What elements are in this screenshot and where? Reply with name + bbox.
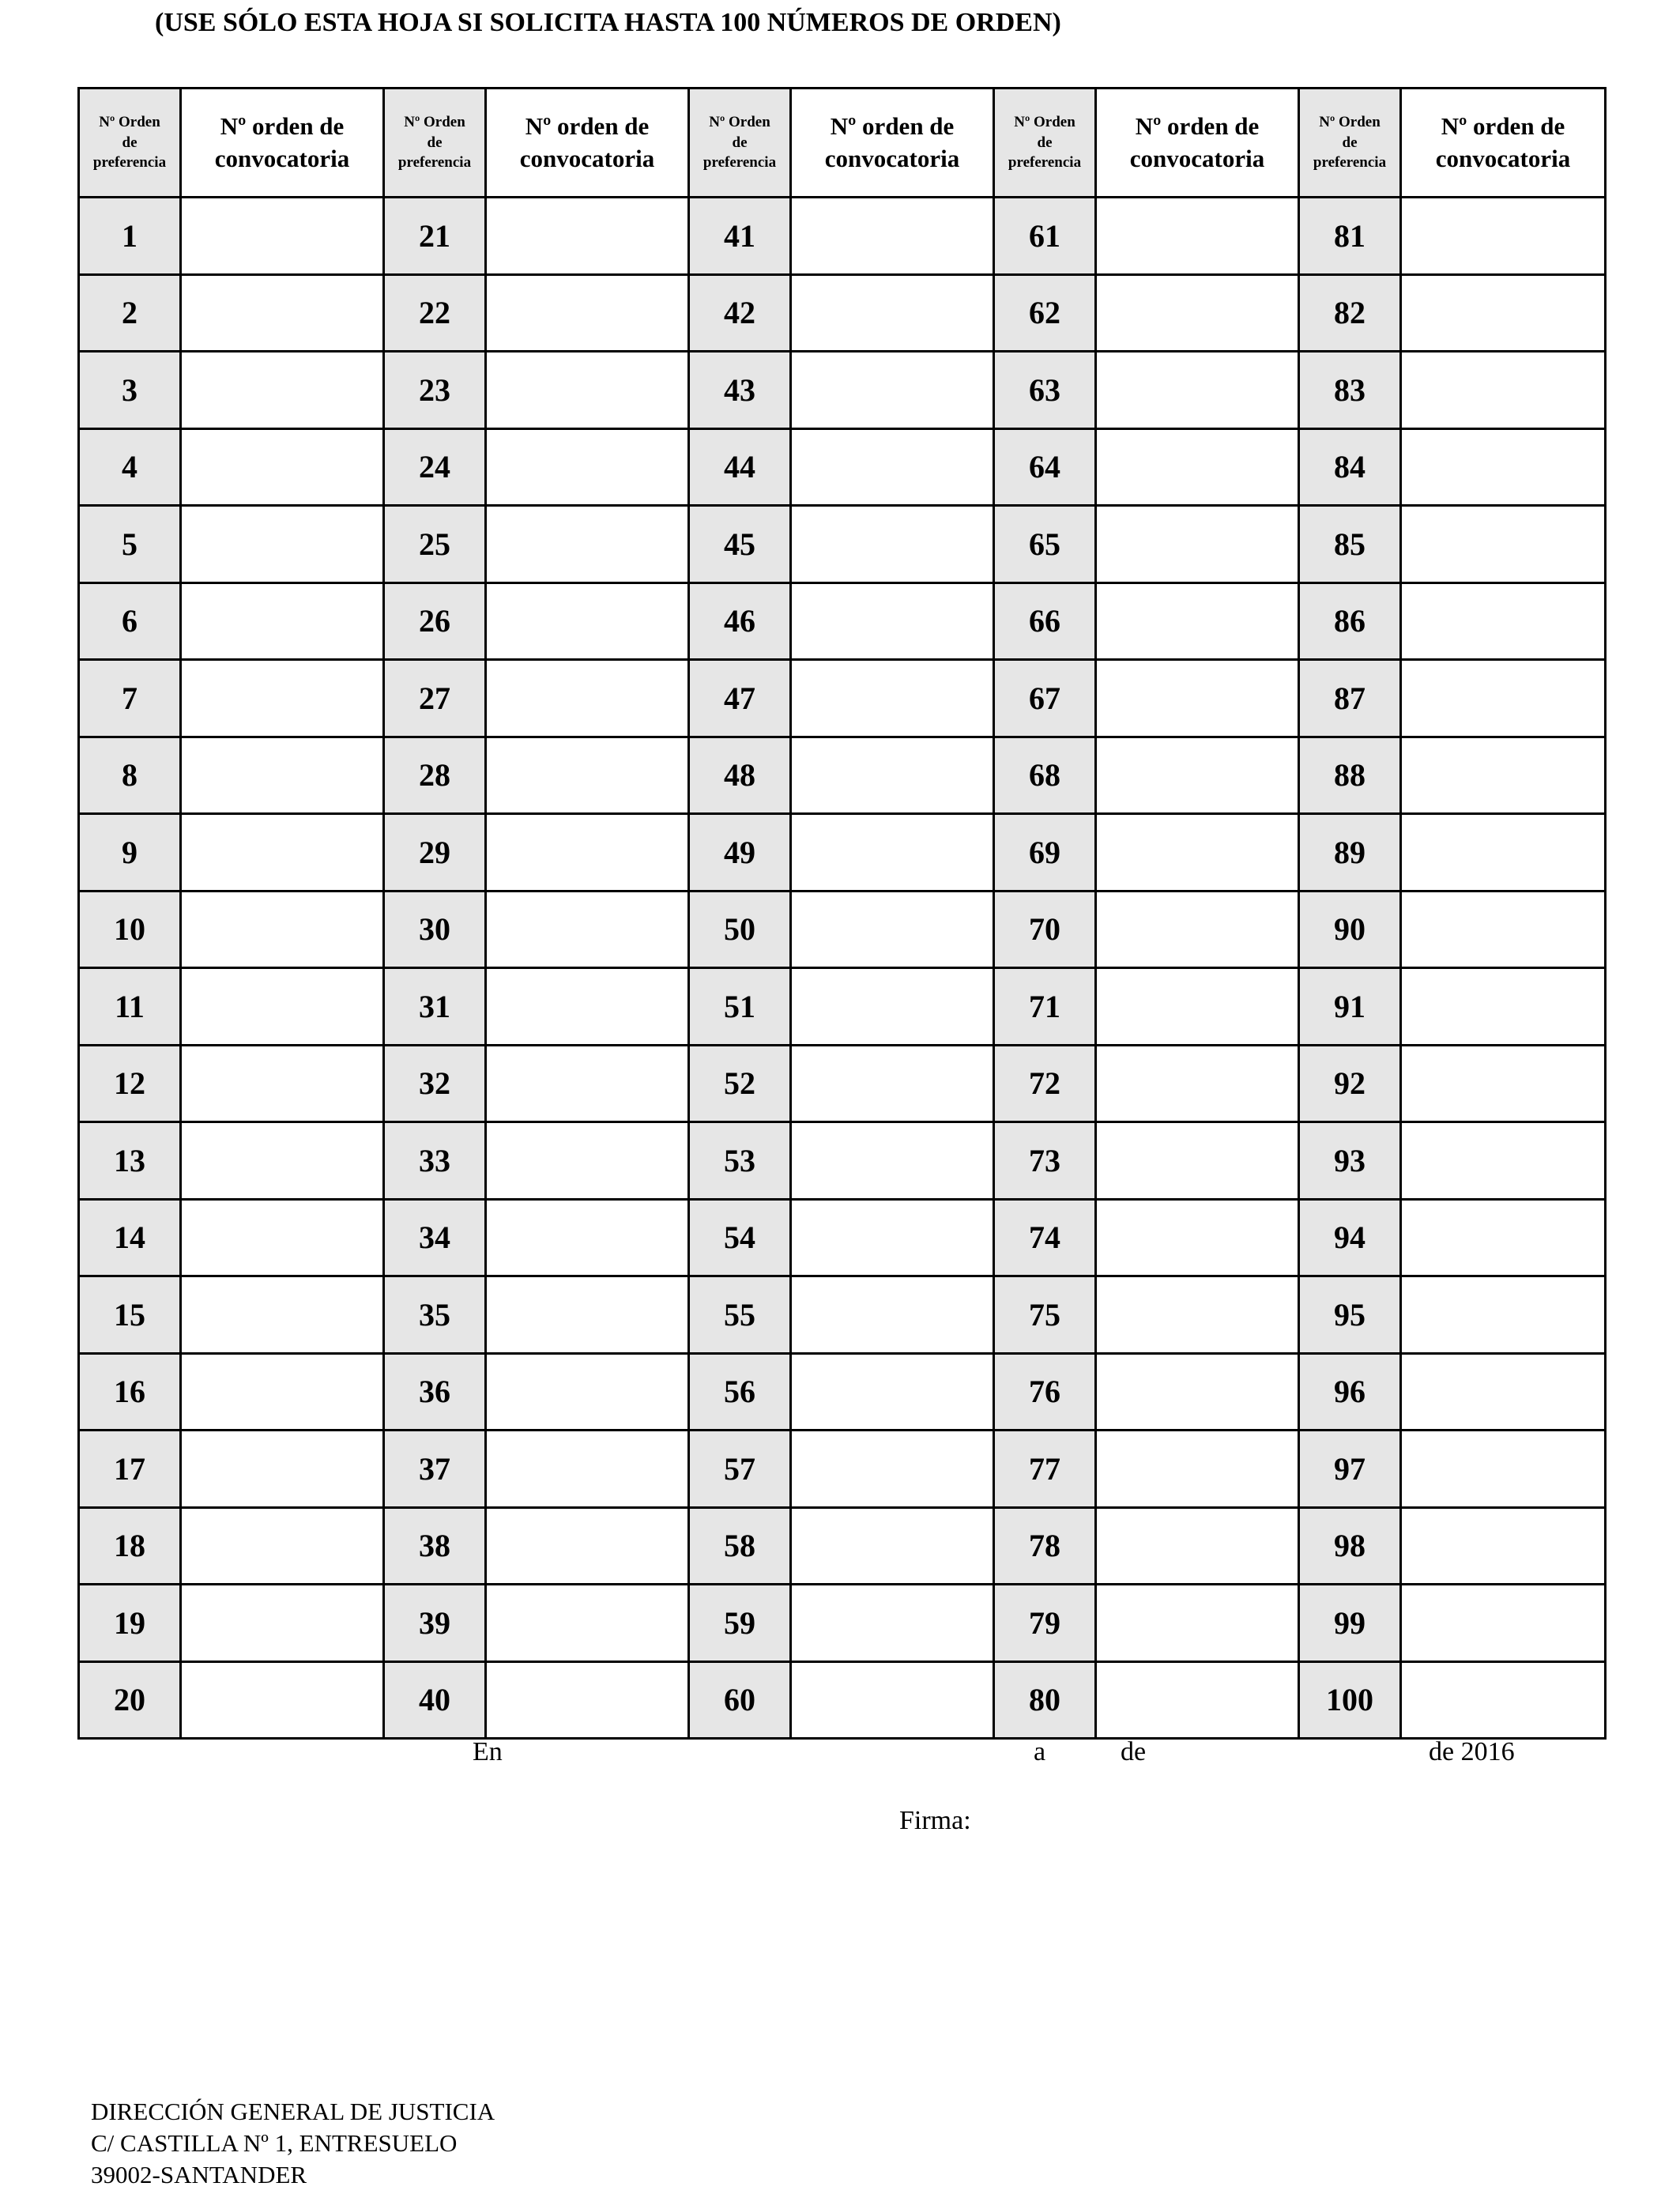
preference-number: 24: [384, 428, 486, 506]
preference-number: 59: [689, 1585, 791, 1662]
preference-number: 79: [994, 1585, 1096, 1662]
call-order-field[interactable]: [1401, 968, 1606, 1046]
header-text: de: [732, 134, 748, 151]
call-order-field[interactable]: [486, 274, 689, 352]
preference-number: 34: [384, 1199, 486, 1276]
call-order-field[interactable]: [791, 582, 994, 660]
header-call-order: [791, 89, 994, 198]
preference-number: 26: [384, 582, 486, 660]
call-order-field[interactable]: [486, 428, 689, 506]
preference-number: 47: [689, 660, 791, 737]
preference-number: 21: [384, 198, 486, 275]
table-row: [79, 1661, 1606, 1739]
call-order-field[interactable]: [1096, 582, 1299, 660]
header-call-order: [486, 89, 689, 198]
preference-number: 98: [1299, 1507, 1401, 1585]
call-order-field[interactable]: [1096, 1507, 1299, 1585]
preference-number: 90: [1299, 891, 1401, 968]
call-order-field[interactable]: [181, 352, 384, 429]
header-call-order: [181, 89, 384, 198]
preference-number: 76: [994, 1353, 1096, 1431]
preference-number: 75: [994, 1276, 1096, 1354]
table-row: [79, 428, 1606, 506]
preference-number: 23: [384, 352, 486, 429]
preference-number: 71: [994, 968, 1096, 1046]
call-order-field[interactable]: [1096, 1353, 1299, 1431]
preference-number: 45: [689, 506, 791, 583]
preference-number: 94: [1299, 1199, 1401, 1276]
preference-number: 67: [994, 660, 1096, 737]
preference-number: 2: [79, 274, 181, 352]
call-order-field[interactable]: [1401, 1353, 1606, 1431]
call-order-field[interactable]: [791, 1199, 994, 1276]
call-order-field[interactable]: [486, 814, 689, 892]
preference-number: 51: [689, 968, 791, 1046]
preference-number: 66: [994, 582, 1096, 660]
preference-number: 14: [79, 1199, 181, 1276]
preference-number: 41: [689, 198, 791, 275]
header-text: convocatoria: [214, 144, 350, 172]
call-order-field[interactable]: [791, 198, 994, 275]
preference-number: 38: [384, 1507, 486, 1585]
table-row: [79, 198, 1606, 275]
header-text: de: [427, 134, 443, 151]
call-order-field[interactable]: [181, 1661, 384, 1739]
preference-number: 27: [384, 660, 486, 737]
header-text: preferencia: [1008, 154, 1082, 172]
preference-number: 65: [994, 506, 1096, 583]
header-text: Nº Orden: [1014, 114, 1075, 131]
call-order-field[interactable]: [1096, 274, 1299, 352]
day-label: a: [1034, 1737, 1046, 1766]
call-order-field[interactable]: [486, 737, 689, 814]
header-preference-order: [689, 89, 791, 198]
call-order-field[interactable]: [1401, 1276, 1606, 1354]
call-order-field[interactable]: [791, 506, 994, 583]
preference-number: 9: [79, 814, 181, 892]
table-row: [79, 660, 1606, 737]
call-order-field[interactable]: [181, 1585, 384, 1662]
call-order-field[interactable]: [181, 891, 384, 968]
preference-number: 6: [79, 582, 181, 660]
preference-number: 18: [79, 1507, 181, 1585]
call-order-field[interactable]: [791, 1122, 994, 1200]
call-order-field[interactable]: [181, 1431, 384, 1508]
call-order-field[interactable]: [1401, 1122, 1606, 1200]
header-call-order: [1401, 89, 1606, 198]
preference-number: 40: [384, 1661, 486, 1739]
call-order-field[interactable]: [181, 428, 384, 506]
table-row: [79, 1199, 1606, 1276]
call-order-field[interactable]: [1096, 428, 1299, 506]
call-order-field[interactable]: [791, 891, 994, 968]
preference-number: 55: [689, 1276, 791, 1354]
preference-number: 44: [689, 428, 791, 506]
table-row: [79, 506, 1606, 583]
preference-number: 56: [689, 1353, 791, 1431]
preference-number: 29: [384, 814, 486, 892]
call-order-field[interactable]: [1401, 660, 1606, 737]
header-preference-order: [994, 89, 1096, 198]
preference-number: 36: [384, 1353, 486, 1431]
preference-number: 92: [1299, 1045, 1401, 1122]
call-order-field[interactable]: [1096, 1431, 1299, 1508]
preference-number: 77: [994, 1431, 1096, 1508]
call-order-field[interactable]: [181, 582, 384, 660]
preference-number: 15: [79, 1276, 181, 1354]
table-row: [79, 1045, 1606, 1122]
preference-number: 46: [689, 582, 791, 660]
header-text: Nº orden de: [830, 112, 955, 141]
header-text: Nº Orden: [99, 114, 160, 131]
preference-number: 96: [1299, 1353, 1401, 1431]
preference-number: 20: [79, 1661, 181, 1739]
preference-number: 52: [689, 1045, 791, 1122]
call-order-field[interactable]: [181, 814, 384, 892]
call-order-field[interactable]: [486, 198, 689, 275]
header-text: preferencia: [703, 154, 777, 172]
call-order-field[interactable]: [181, 1276, 384, 1354]
call-order-field[interactable]: [181, 1122, 384, 1200]
preference-number: 99: [1299, 1585, 1401, 1662]
call-order-field[interactable]: [1096, 1276, 1299, 1354]
call-order-field[interactable]: [791, 737, 994, 814]
call-order-field[interactable]: [791, 1431, 994, 1508]
preference-number: 19: [79, 1585, 181, 1662]
preference-number: 78: [994, 1507, 1096, 1585]
preference-number: 93: [1299, 1122, 1401, 1200]
header-text: convocatoria: [1435, 144, 1571, 172]
call-order-field[interactable]: [1401, 891, 1606, 968]
preference-number: 8: [79, 737, 181, 814]
call-order-field[interactable]: [486, 968, 689, 1046]
table-row: [79, 737, 1606, 814]
preference-number: 11: [79, 968, 181, 1046]
preference-number: 72: [994, 1045, 1096, 1122]
call-order-field[interactable]: [1096, 1661, 1299, 1739]
preference-number: 89: [1299, 814, 1401, 892]
call-order-field[interactable]: [181, 1045, 384, 1122]
preference-number: 7: [79, 660, 181, 737]
header-text: preferencia: [92, 154, 167, 172]
header-text: convocatoria: [824, 144, 960, 172]
preference-number: 3: [79, 352, 181, 429]
preference-number: 16: [79, 1353, 181, 1431]
table-row: [79, 1585, 1606, 1662]
call-order-field[interactable]: [486, 352, 689, 429]
preference-number: 12: [79, 1045, 181, 1122]
header-text: de: [1037, 134, 1053, 151]
preference-number: 70: [994, 891, 1096, 968]
preference-number: 58: [689, 1507, 791, 1585]
preference-number: 85: [1299, 506, 1401, 583]
preference-number: 48: [689, 737, 791, 814]
preference-number: 53: [689, 1122, 791, 1200]
preference-number: 80: [994, 1661, 1096, 1739]
preference-number: 35: [384, 1276, 486, 1354]
call-order-field[interactable]: [1401, 1585, 1606, 1662]
call-order-field[interactable]: [791, 814, 994, 892]
call-order-field[interactable]: [1401, 737, 1606, 814]
table-row: [79, 274, 1606, 352]
call-order-field[interactable]: [1401, 1045, 1606, 1122]
header-text: de: [122, 134, 137, 151]
header-call-order: [1096, 89, 1299, 198]
header-text: Nº Orden: [1319, 114, 1381, 131]
preference-number: 82: [1299, 274, 1401, 352]
preference-number: 64: [994, 428, 1096, 506]
call-order-field[interactable]: [791, 1507, 994, 1585]
preference-number: 73: [994, 1122, 1096, 1200]
call-order-field[interactable]: [791, 660, 994, 737]
preference-number: 43: [689, 352, 791, 429]
table-row: [79, 582, 1606, 660]
call-order-field[interactable]: [486, 1507, 689, 1585]
preference-number: 28: [384, 737, 486, 814]
preference-number: 62: [994, 274, 1096, 352]
header-text: convocatoria: [1129, 144, 1265, 172]
preference-number: 87: [1299, 660, 1401, 737]
preference-number: 17: [79, 1431, 181, 1508]
call-order-field[interactable]: [791, 1661, 994, 1739]
header-text: convocatoria: [519, 144, 655, 172]
preference-number: 91: [1299, 968, 1401, 1046]
preference-number: 61: [994, 198, 1096, 275]
call-order-field[interactable]: [791, 428, 994, 506]
call-order-field[interactable]: [181, 737, 384, 814]
call-order-field[interactable]: [1401, 274, 1606, 352]
call-order-field[interactable]: [181, 1353, 384, 1431]
preference-number: 22: [384, 274, 486, 352]
preference-number: 86: [1299, 582, 1401, 660]
preference-number: 84: [1299, 428, 1401, 506]
call-order-field[interactable]: [1401, 1661, 1606, 1739]
order-table: [77, 87, 1607, 1740]
signature-label: Firma:: [899, 1806, 971, 1835]
preference-number: 1: [79, 198, 181, 275]
preference-number: 50: [689, 891, 791, 968]
call-order-field[interactable]: [486, 1276, 689, 1354]
table-row: [79, 891, 1606, 968]
header-text: preferencia: [397, 154, 472, 172]
call-order-field[interactable]: [1096, 198, 1299, 275]
preference-number: 54: [689, 1199, 791, 1276]
header-text: de: [1342, 134, 1358, 151]
call-order-field[interactable]: [1401, 198, 1606, 275]
preference-number: 97: [1299, 1431, 1401, 1508]
call-order-field[interactable]: [1096, 968, 1299, 1046]
call-order-field[interactable]: [1096, 891, 1299, 968]
call-order-field[interactable]: [181, 506, 384, 583]
preference-number: 60: [689, 1661, 791, 1739]
call-order-field[interactable]: [1096, 737, 1299, 814]
table-row: [79, 814, 1606, 892]
preference-number: 32: [384, 1045, 486, 1122]
preference-number: 95: [1299, 1276, 1401, 1354]
call-order-field[interactable]: [1401, 506, 1606, 583]
header-preference-order: [1299, 89, 1401, 198]
call-order-field[interactable]: [486, 1661, 689, 1739]
preference-number: 30: [384, 891, 486, 968]
header-text: Nº orden de: [220, 112, 345, 141]
preference-number: 74: [994, 1199, 1096, 1276]
header-text: Nº orden de: [525, 112, 650, 141]
call-order-field[interactable]: [1401, 352, 1606, 429]
call-order-field[interactable]: [791, 1276, 994, 1354]
call-order-field[interactable]: [181, 968, 384, 1046]
preference-number: 33: [384, 1122, 486, 1200]
call-order-field[interactable]: [791, 1353, 994, 1431]
preference-number: 49: [689, 814, 791, 892]
call-order-field[interactable]: [1096, 352, 1299, 429]
call-order-field[interactable]: [181, 274, 384, 352]
preference-number: 31: [384, 968, 486, 1046]
preference-number: 100: [1299, 1661, 1401, 1739]
call-order-field[interactable]: [791, 274, 994, 352]
preference-number: 39: [384, 1585, 486, 1662]
call-order-field[interactable]: [486, 1431, 689, 1508]
address-line: C/ CASTILLA Nº 1, ENTRESUELO: [91, 2129, 458, 2157]
preference-number: 57: [689, 1431, 791, 1508]
call-order-field[interactable]: [181, 1507, 384, 1585]
preference-number: 81: [1299, 198, 1401, 275]
call-order-field[interactable]: [1401, 1431, 1606, 1508]
table-row: [79, 1122, 1606, 1200]
table-row: [79, 1276, 1606, 1354]
call-order-field[interactable]: [1096, 1585, 1299, 1662]
header-text: preferencia: [1313, 154, 1387, 172]
preference-number: 42: [689, 274, 791, 352]
call-order-field[interactable]: [1401, 1507, 1606, 1585]
table-row: [79, 1431, 1606, 1508]
preference-number: 68: [994, 737, 1096, 814]
header-text: Nº Orden: [709, 114, 770, 131]
call-order-field[interactable]: [1096, 1045, 1299, 1122]
year-label: de 2016: [1429, 1737, 1515, 1766]
call-order-field[interactable]: [181, 198, 384, 275]
call-order-field[interactable]: [791, 968, 994, 1046]
call-order-field[interactable]: [486, 891, 689, 968]
call-order-field[interactable]: [1096, 660, 1299, 737]
call-order-field[interactable]: [486, 1045, 689, 1122]
table-row: [79, 968, 1606, 1046]
table-row: [79, 1507, 1606, 1585]
call-order-field[interactable]: [486, 660, 689, 737]
call-order-field[interactable]: [486, 1353, 689, 1431]
call-order-field[interactable]: [1401, 814, 1606, 892]
call-order-field[interactable]: [791, 1585, 994, 1662]
header-text: Nº orden de: [1441, 112, 1565, 141]
header-row: [79, 89, 1606, 198]
address-line: 39002-SANTANDER: [91, 2161, 307, 2188]
call-order-field[interactable]: [181, 660, 384, 737]
call-order-field[interactable]: [1401, 1199, 1606, 1276]
call-order-field[interactable]: [486, 582, 689, 660]
table-row: [79, 1353, 1606, 1431]
page-title: (USE SÓLO ESTA HOJA SI SOLICITA HASTA 100 NÚMEROS DE ORDEN): [155, 8, 1061, 37]
preference-number: 83: [1299, 352, 1401, 429]
call-order-field[interactable]: [486, 1122, 689, 1200]
preference-number: 88: [1299, 737, 1401, 814]
call-order-field[interactable]: [791, 352, 994, 429]
header-text: Nº orden de: [1135, 112, 1260, 141]
call-order-field[interactable]: [486, 1585, 689, 1662]
call-order-field[interactable]: [181, 1199, 384, 1276]
preference-number: 10: [79, 891, 181, 968]
call-order-field[interactable]: [1096, 814, 1299, 892]
call-order-field[interactable]: [486, 506, 689, 583]
call-order-field[interactable]: [1096, 1199, 1299, 1276]
call-order-field[interactable]: [1401, 582, 1606, 660]
preference-number: 37: [384, 1431, 486, 1508]
table-row: [79, 352, 1606, 429]
header-preference-order: [79, 89, 181, 198]
header-text: Nº Orden: [404, 114, 465, 131]
call-order-field[interactable]: [1096, 506, 1299, 583]
preference-number: 63: [994, 352, 1096, 429]
place-label: En: [473, 1737, 503, 1766]
address-line: DIRECCIÓN GENERAL DE JUSTICIA: [91, 2098, 495, 2125]
preference-number: 13: [79, 1122, 181, 1200]
call-order-field[interactable]: [791, 1045, 994, 1122]
preference-number: 5: [79, 506, 181, 583]
preference-number: 25: [384, 506, 486, 583]
preference-number: 4: [79, 428, 181, 506]
call-order-field[interactable]: [1096, 1122, 1299, 1200]
month-label: de: [1121, 1737, 1147, 1766]
call-order-field[interactable]: [1401, 428, 1606, 506]
header-preference-order: [384, 89, 486, 198]
preference-number: 69: [994, 814, 1096, 892]
call-order-field[interactable]: [486, 1199, 689, 1276]
address-block: [91, 2096, 495, 2191]
